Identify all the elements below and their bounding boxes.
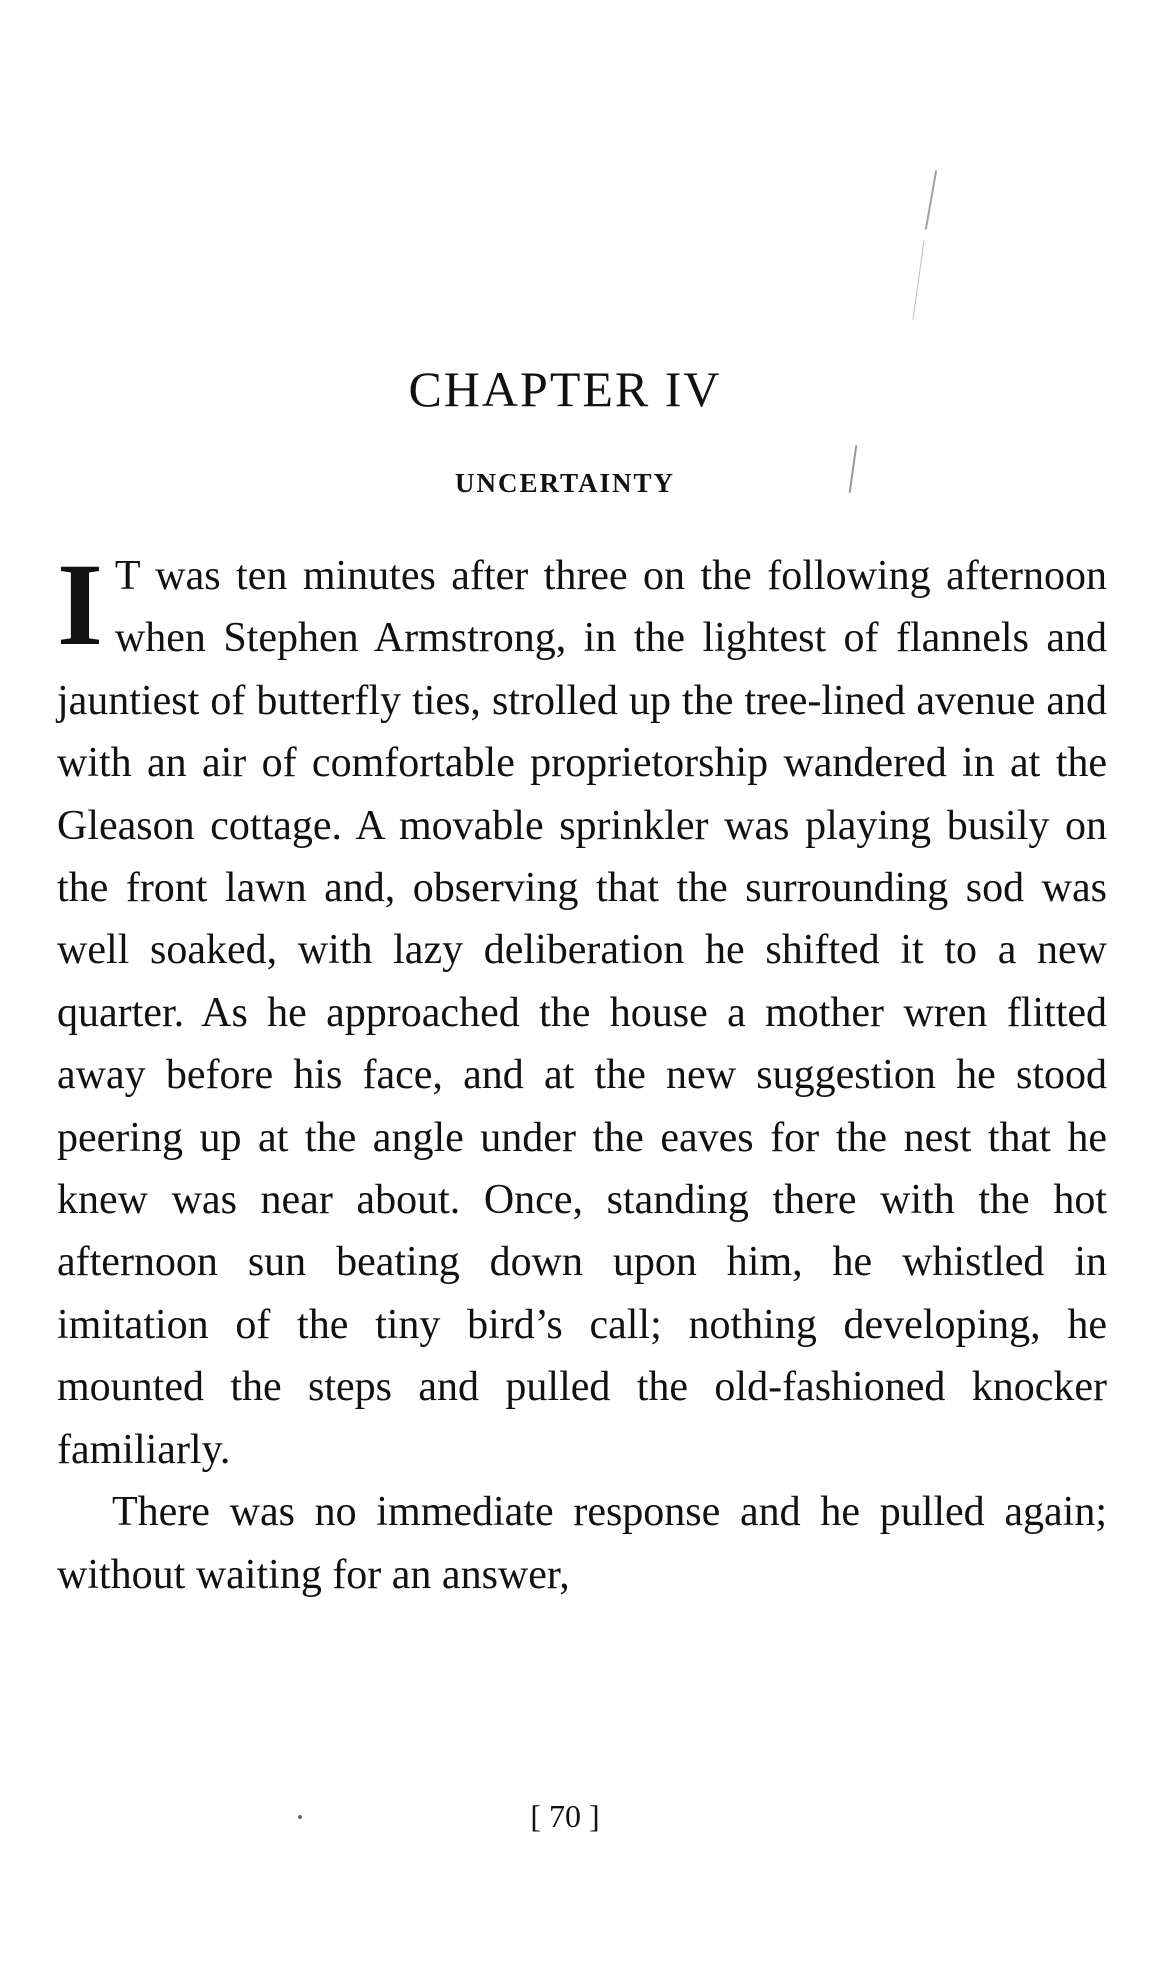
paragraph-1-text: T was ten minutes after three on the following afternoon when Stephen Armstrong, in the lightest of flannels and jauntiest of butterfly ties, strolled up the tree-lined avenue and with an air of comfortable proprietorship wandered in at the Gleason cottage. A movable sprinkler was playing busily on the front lawn and, observing that the surrounding sod was well soaked, with lazy deliberation he shifted it to a new quarter. As he approached the house a mother wren flitted away before his face, and at the new suggestion he stood peering up at the angle under the eaves for the nest that he knew was near about. Once, standing there with the hot afternoon sun beating down upon him, he whistled in imitation of the tiny bird’s call; nothing developing, he mounted the steps and pulled the old-fashioned knocker familiarly. <box>57 553 1107 1473</box>
paragraph-2: There was no immediate response and he pulled again; without waiting for an answer, <box>57 1489 1107 1598</box>
drop-cap: I <box>57 539 103 670</box>
chapter-title: CHAPTER IV <box>408 361 722 417</box>
chapter-subtitle: UNCERTAINTY <box>454 468 676 498</box>
page-number: [ 70 ] <box>530 1798 600 1834</box>
scan-artifact-line <box>912 240 924 319</box>
paragraph-1 <box>57 539 1107 1481</box>
body-text <box>57 539 1107 1606</box>
scan-artifact-line <box>925 170 937 229</box>
